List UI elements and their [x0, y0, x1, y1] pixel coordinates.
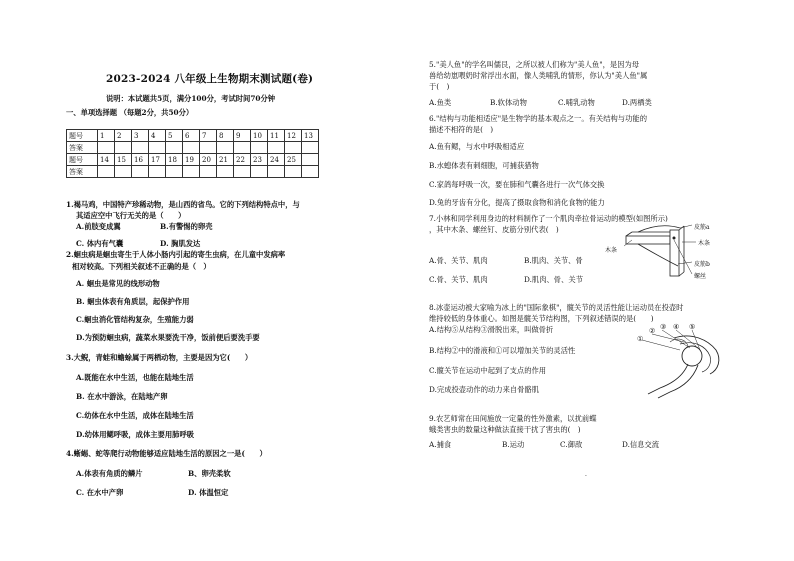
answer-cell[interactable]	[166, 142, 183, 154]
table-cell: 25	[285, 154, 302, 166]
table-cell: 23	[251, 154, 268, 166]
table-cell: 19	[183, 154, 200, 166]
exam-note: 说明：本试题共5页，满分100分，考试时间70分钟	[106, 94, 276, 103]
fig8-label-1: ①	[637, 335, 644, 343]
answer-cell[interactable]	[217, 166, 234, 178]
page-mark: ·	[585, 473, 587, 480]
question-2-stem: 相对较高。下列相关叙述不正确的是（ ）	[72, 262, 211, 271]
question-4-option-a[interactable]: A.体表有角质的鳞片	[76, 469, 143, 478]
question-8-option-b[interactable]: B.结构②中的滑液和①可以增加关节的灵活性	[429, 346, 576, 355]
table-cell: 题号	[67, 154, 98, 166]
table-cell: 9	[234, 130, 251, 142]
question-6-option-d[interactable]: D.兔的牙齿有分化，提高了摄取食物和消化食物的能力	[429, 198, 605, 207]
table-cell: 5	[166, 130, 183, 142]
question-9-option-b[interactable]: B.运动	[502, 440, 525, 449]
question-5-option-d[interactable]: D.两栖类	[622, 98, 652, 107]
question-3-option-a[interactable]: A.既能在水中生活，也能在陆地生活	[76, 373, 194, 382]
question-6-option-c[interactable]: C.家鸽每呼吸一次，要在肺和气囊各进行一次气体交换	[429, 180, 605, 189]
question-5-option-c[interactable]: C.哺乳动物	[558, 98, 595, 107]
answer-cell[interactable]	[183, 166, 200, 178]
table-cell: 答案	[67, 142, 98, 154]
answer-cell[interactable]	[132, 166, 149, 178]
answer-cell[interactable]	[98, 142, 115, 154]
question-7-stem: 7.小林和同学利用身边的材料制作了一个肌肉牵拉骨运动的模型(如图所示)	[429, 214, 668, 223]
question-5-stem: 兽给幼崽喂奶时常浮出水面，像人类哺乳的情形，你认为"美人鱼"属	[429, 71, 648, 80]
question-9-option-d[interactable]: D.信息交流	[622, 440, 660, 449]
question-7-option-a[interactable]: A.骨、关节、肌肉	[429, 256, 488, 265]
table-row	[67, 166, 319, 178]
table-cell: 6	[183, 130, 200, 142]
question-1-option-b[interactable]: B.有警惕的卵壳	[160, 222, 213, 231]
table-cell: 题号	[67, 130, 98, 142]
muscle-bone-model-figure	[618, 222, 736, 280]
question-9-option-a[interactable]: A.捕食	[429, 440, 452, 449]
answer-cell[interactable]	[115, 166, 132, 178]
question-2-option-a[interactable]: A. 蛔虫是常见的线形动物	[76, 279, 160, 288]
table-row	[67, 130, 319, 142]
table-row	[67, 154, 319, 166]
table-cell: 22	[234, 154, 251, 166]
fig8-label-4: ④	[673, 323, 680, 331]
table-cell: 10	[251, 130, 268, 142]
answer-cell[interactable]	[302, 166, 319, 178]
table-cell: 1	[98, 130, 115, 142]
table-cell: 11	[268, 130, 285, 142]
question-1-option-c[interactable]: C. 体内有气囊	[76, 239, 124, 248]
answer-cell[interactable]	[217, 142, 234, 154]
fig8-label-3: ③	[660, 323, 667, 331]
answer-cell[interactable]	[234, 166, 251, 178]
exam-title: 2023-2024 八年级上生物期末测试题(卷)	[106, 73, 314, 85]
question-2-option-d[interactable]: D.为预防蛔虫病，蔬菜水果要洗干净，饭前便后要洗手要	[76, 333, 260, 342]
question-5-option-a[interactable]: A.鱼类	[429, 98, 452, 107]
answer-cell[interactable]	[268, 142, 285, 154]
answer-cell[interactable]	[200, 166, 217, 178]
fig7-label-wood-left: 木条	[605, 247, 618, 254]
answer-cell[interactable]	[251, 142, 268, 154]
question-8-stem: 维持较低的身体重心。如图是髋关节结构图，下列叙述错误的是( )	[429, 314, 654, 323]
question-1-option-d[interactable]: D. 胸肌发达	[160, 239, 201, 248]
question-3-option-b[interactable]: B. 在水中游泳，在陆地产卵	[76, 392, 168, 401]
question-8-option-a[interactable]: A.结构⑤从结构③滑脱出来，叫做骨折	[429, 325, 554, 334]
answer-cell[interactable]	[268, 166, 285, 178]
question-2-stem: 2.蛔虫病是蛔虫寄生于人体小肠内引起的寄生虫病，在儿童中发病率	[66, 250, 286, 259]
table-cell: 3	[132, 130, 149, 142]
question-3-option-d[interactable]: D.幼体用鳃呼吸，成体主要用肺呼吸	[76, 430, 195, 439]
fig7-label-band-b: 皮筋b	[694, 261, 710, 268]
table-cell	[302, 154, 319, 166]
question-5-stem: 于( )	[429, 82, 450, 91]
table-row	[67, 142, 319, 154]
question-2-option-c[interactable]: C.蛔虫消化管结构复杂，生殖能力弱	[76, 315, 194, 324]
fig8-label-2: ②	[649, 327, 656, 335]
fig7-label-wood-right: 木条	[698, 240, 711, 247]
answer-cell[interactable]	[149, 142, 166, 154]
question-9-option-c[interactable]: C.御敌	[560, 440, 583, 449]
answer-cell[interactable]	[183, 142, 200, 154]
answer-table	[66, 129, 319, 178]
question-5-option-b[interactable]: B.软体动物	[490, 98, 527, 107]
table-cell: 20	[200, 154, 217, 166]
question-4-option-b[interactable]: B、卵壳柔软	[188, 469, 231, 478]
table-cell: 4	[149, 130, 166, 142]
section-heading: 一、单项选择题 （每题2分，共50分）	[66, 108, 194, 117]
answer-cell[interactable]	[302, 142, 319, 154]
question-8-option-c[interactable]: C.髋关节在运动中起到了支点的作用	[429, 366, 547, 375]
table-cell: 15	[115, 154, 132, 166]
table-cell: 16	[132, 154, 149, 166]
answer-cell[interactable]	[285, 166, 302, 178]
fig8-label-5: ⑤	[689, 323, 696, 331]
table-cell: 12	[285, 130, 302, 142]
table-cell: 8	[217, 130, 234, 142]
question-8-option-d[interactable]: D.完成投壶动作的动力来自骨骼肌	[429, 385, 540, 394]
answer-cell[interactable]	[115, 142, 132, 154]
table-cell: 答案	[67, 166, 98, 178]
question-3-option-c[interactable]: C.幼体在水中生活，成体在陆地生活	[76, 411, 194, 420]
answer-cell[interactable]	[132, 142, 149, 154]
question-7-option-b[interactable]: B.肌肉、关节、骨	[524, 256, 583, 265]
question-1-option-a[interactable]: A.前肢变成翼	[76, 222, 121, 231]
question-4-option-c[interactable]: C. 在水中产卵	[76, 488, 124, 497]
wood-strip-horizontal	[626, 236, 670, 244]
table-cell: 2	[115, 130, 132, 142]
table-cell: 7	[200, 130, 217, 142]
fig7-label-screw: 螺丝	[694, 273, 707, 280]
question-6-option-a[interactable]: A.鱼有鳃，与水中呼吸相适应	[429, 142, 525, 151]
question-8-stem: 8.冰壶运动被大家喻为冰上的"国际象棋"，髋关节的灵活性能让运动员在投壶时	[429, 303, 684, 312]
question-1-stem: 其适应空中飞行无关的是（ ）	[76, 211, 186, 220]
question-1-stem: 1.褐马鸡，中国特产珍稀动物，是山西的省鸟。它的下列结构特点中，与	[66, 200, 300, 209]
question-6-option-b[interactable]: B.水螅体表有刺细胞，可捕获猎物	[429, 161, 539, 170]
answer-cell[interactable]	[166, 166, 183, 178]
question-7-option-d[interactable]: D.肌肉、骨、关节	[524, 275, 583, 284]
question-4-stem: 4.蜥蜴、蛇等爬行动物能够适应陆地生活的原因之一是( ）	[66, 449, 267, 458]
screw	[673, 237, 676, 240]
question-6-stem: 6."结构与功能相适应"是生物学的基本观点之一。有关结构与功能的	[429, 114, 647, 123]
table-cell: 18	[166, 154, 183, 166]
question-2-option-b[interactable]: B. 蛔虫体表有角质层，起保护作用	[76, 297, 190, 306]
answer-cell[interactable]	[149, 166, 166, 178]
table-cell: 17	[149, 154, 166, 166]
hip-joint-figure	[630, 330, 730, 400]
question-6-stem: 描述不相符的是( )	[429, 125, 494, 134]
table-cell: 14	[98, 154, 115, 166]
answer-cell[interactable]	[251, 166, 268, 178]
femoral-head	[682, 346, 702, 366]
question-7-option-c[interactable]: C.骨、关节、肌肉	[429, 275, 488, 284]
answer-cell[interactable]	[98, 166, 115, 178]
question-3-stem: 3.大鲵，青蛙和蟾蜍属于两栖动物，主要是因为它( ）	[66, 353, 253, 362]
question-4-option-d[interactable]: D. 体温恒定	[188, 488, 229, 497]
answer-cell[interactable]	[200, 142, 217, 154]
fig7-label-band-a: 皮筋a	[694, 224, 710, 231]
question-9-stem: 9.农艺师常在田间施放一定量的性外激素，以扰前蝶	[429, 414, 597, 423]
table-cell: 21	[217, 154, 234, 166]
answer-cell[interactable]	[285, 142, 302, 154]
table-cell: 13	[302, 130, 319, 142]
table-cell: 24	[268, 154, 285, 166]
question-7-stem: ，其中木条、螺丝钉、皮筋分别代表( )	[429, 225, 559, 234]
question-5-stem: 5."美人鱼"的学名叫儒艮，之所以被人们称为"美人鱼"，是因为母	[429, 60, 640, 69]
question-9-stem: 蛾类害虫的数量这种做法直接干扰了害虫的( )	[429, 425, 581, 434]
answer-cell[interactable]	[234, 142, 251, 154]
